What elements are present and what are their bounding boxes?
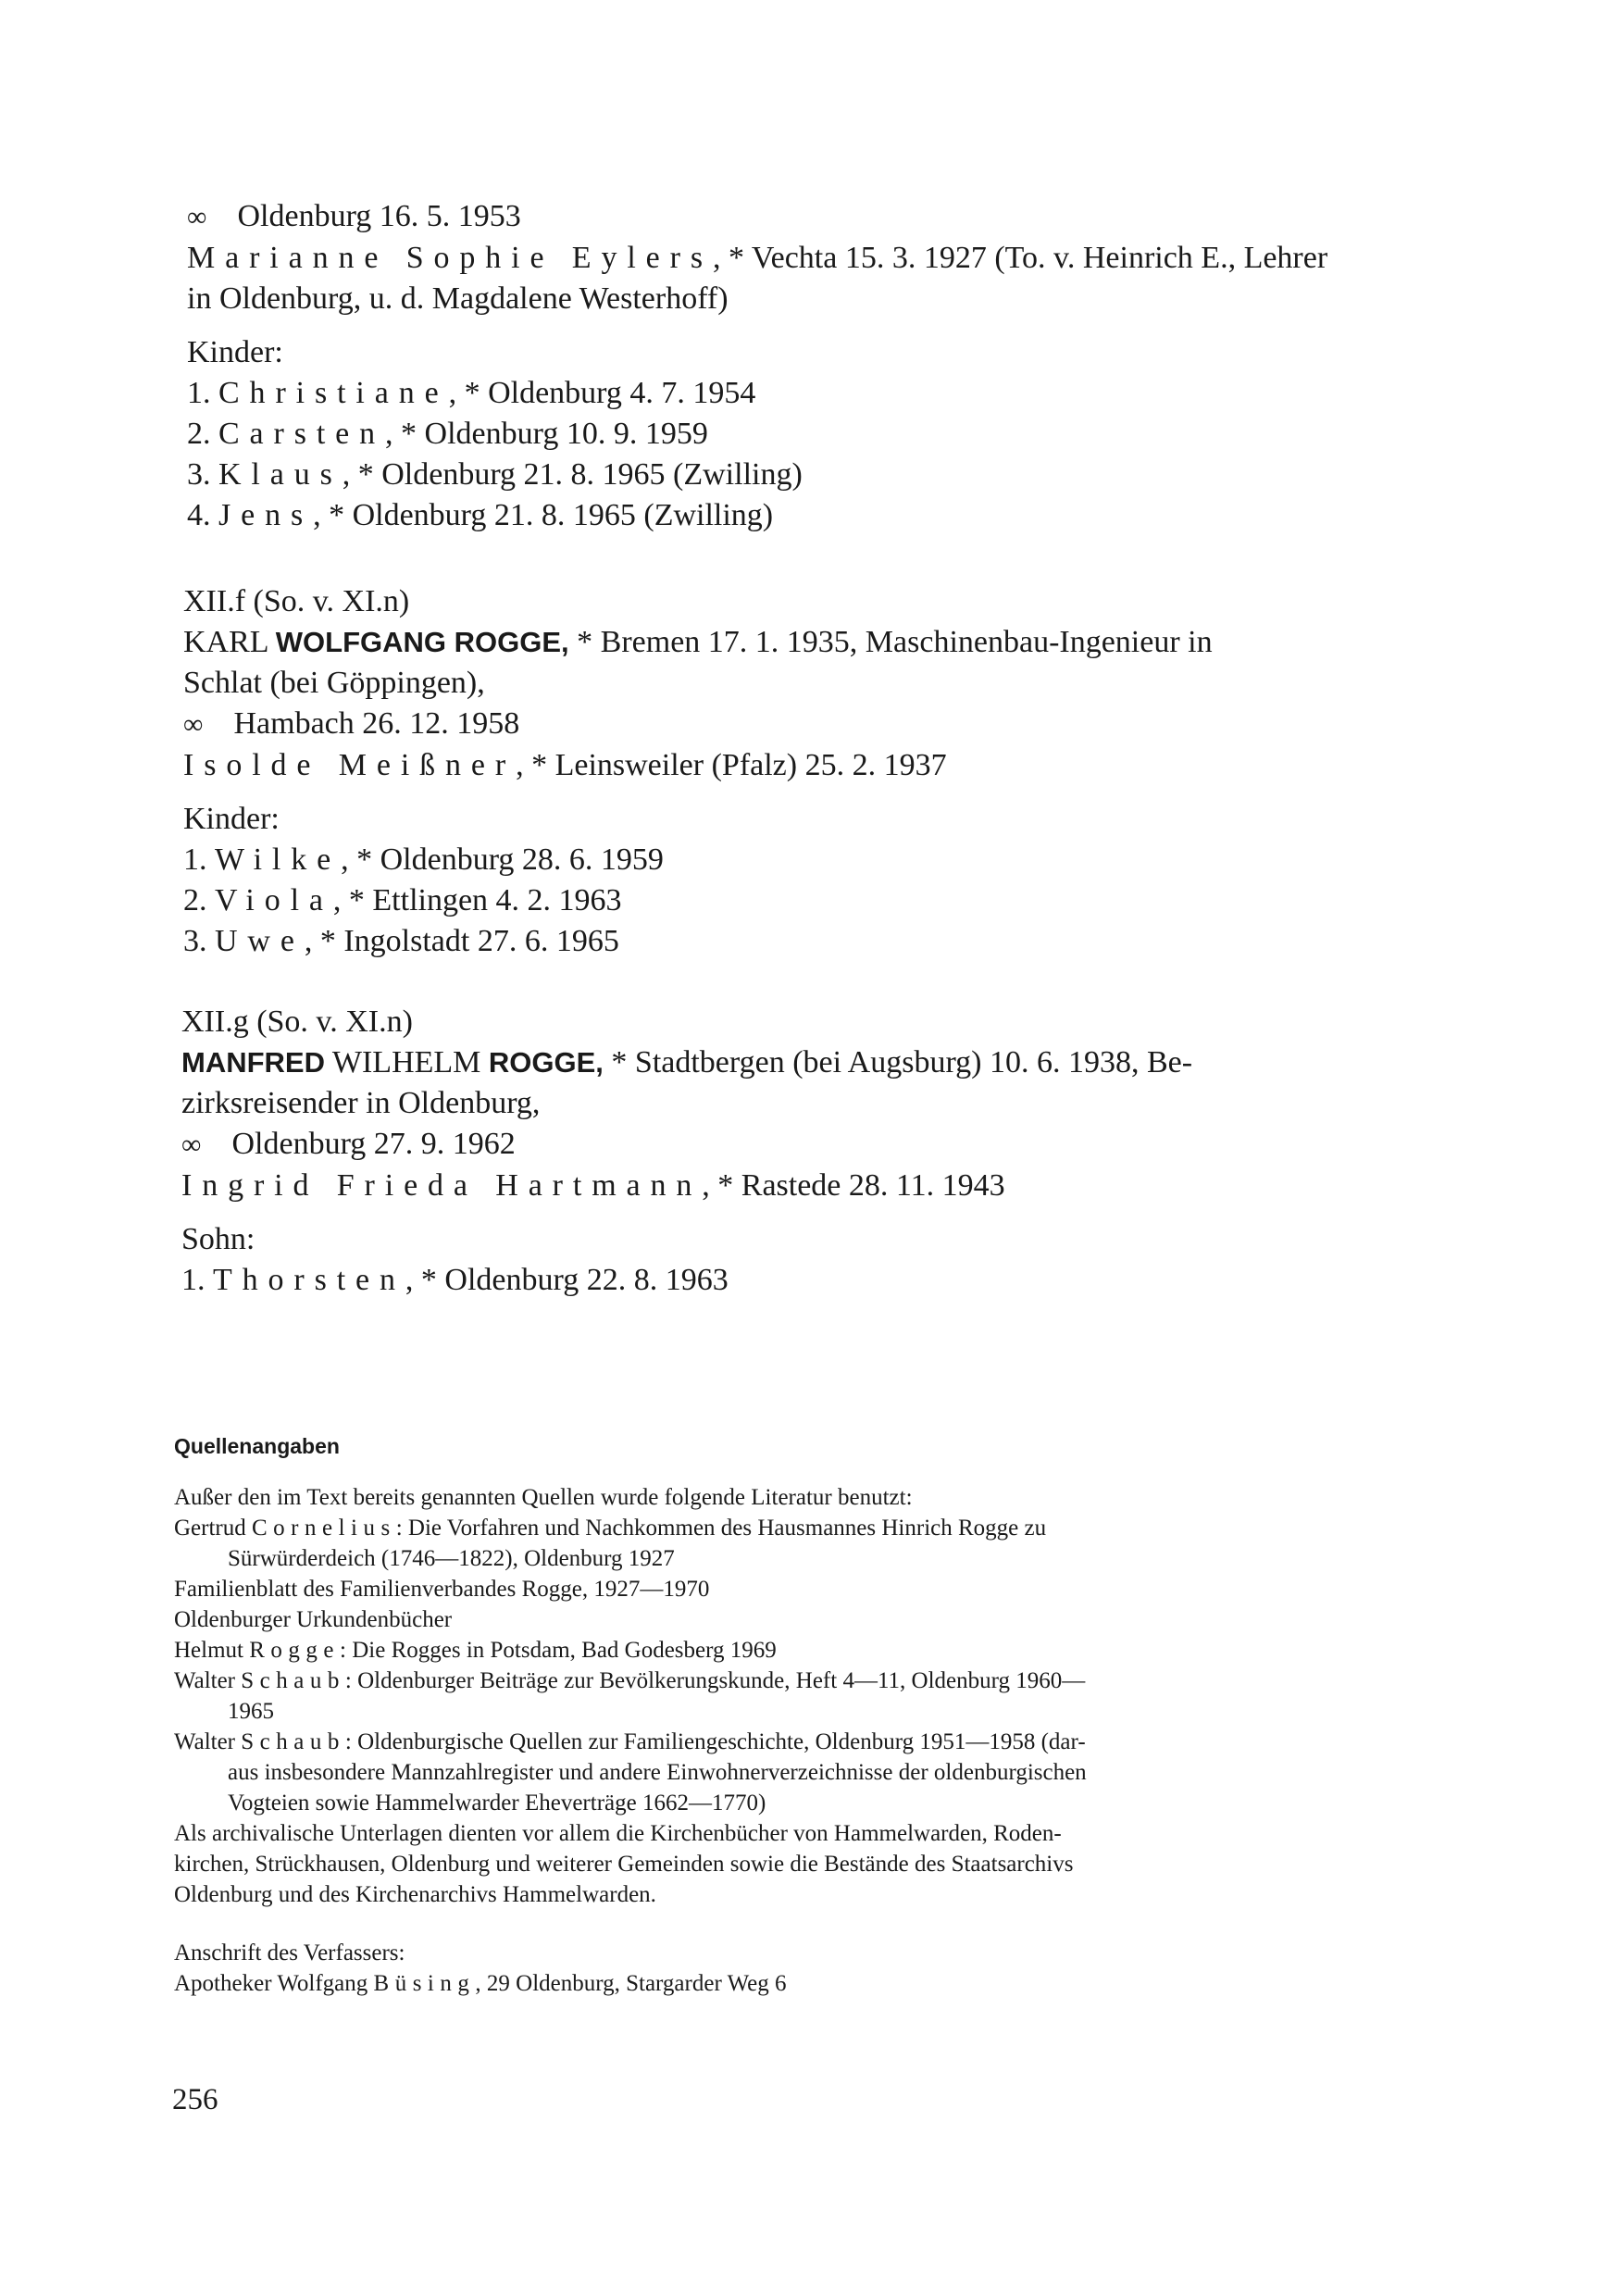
sources-heading: Quellenangaben <box>174 1434 340 1458</box>
spouse-line: Isolde Meißner, * Leinsweiler (Pfalz) 25. 2. 1937 <box>183 748 947 782</box>
child-item: 1. Thorsten, * Oldenburg 22. 8. 1963 <box>181 1263 729 1297</box>
person-line: MANFRED WILHELM ROGGE, * Stadtbergen (bei Augsburg) 10. 6. 1938, Be- <box>181 1045 1193 1079</box>
sources-section <box>174 1431 1433 1999</box>
family-block-2 <box>183 581 1442 962</box>
spouse-name: Ingrid Frieda Hartmann <box>181 1168 703 1203</box>
children-label: Sohn: <box>181 1222 255 1256</box>
person-details-cont: zirksreisender in Oldenburg, <box>181 1086 541 1120</box>
child-item: 3. Klaus, * Oldenburg 21. 8. 1965 (Zwilling) <box>187 457 803 492</box>
spouse-line: Ingrid Frieda Hartmann, * Rastede 28. 11. 1943 <box>181 1168 1005 1203</box>
family-block-1 <box>187 196 1446 536</box>
children-label: Kinder: <box>183 802 280 836</box>
sources-intro: Außer den im Text bereits genannten Quellen wurde folgende Literatur benutzt: <box>174 1485 913 1510</box>
marriage-line: ∞ Hambach 26. 12. 1958 <box>183 704 1442 745</box>
source-entry: Walter Schaub: Oldenburger Beiträge zur Bevölkerungskunde, Heft 4—11, Oldenburg 1960— 1965 <box>174 1668 1086 1724</box>
marriage-symbol-icon: ∞ <box>187 202 200 232</box>
source-entry: Familienblatt des Familienverbandes Rogge, 1927—1970 <box>174 1577 710 1602</box>
child-item: 1. Christiane, * Oldenburg 4. 7. 1954 <box>187 376 756 410</box>
child-item: 2. Carsten, * Oldenburg 10. 9. 1959 <box>187 417 708 451</box>
source-entry: Helmut Rogge: Die Rogges in Potsdam, Bad Godesberg 1969 <box>174 1638 777 1663</box>
marriage-text: Oldenburg 16. 5. 1953 <box>237 199 521 233</box>
archive-paragraph: Als archivalische Unterlagen dienten vor allem die Kirchenbücher von Hammelwarden, Roden- kirchen, Strückhausen, Oldenburg und weiterer Gemeinden sowie die Bestände des Staatsarchivs Oldenburg und des Kirchenarchivs Hammelwarden. <box>174 1821 1074 1907</box>
spouse-details-cont: in Oldenburg, u. d. Magdalene Westerhoff) <box>187 281 729 316</box>
spouse-name: Isolde Meißner <box>183 748 517 782</box>
address-label: Anschrift des Verfassers: <box>174 1940 405 1965</box>
child-item: 3. Uwe, * Ingolstadt 27. 6. 1965 <box>183 924 619 958</box>
author-address: Apotheker Wolfgang Büsing, 29 Oldenburg, Stargarder Weg 6 <box>174 1971 787 1996</box>
spouse-name: Marianne Sophie Eylers <box>187 241 713 275</box>
child-item: 2. Viola, * Ettlingen 4. 2. 1963 <box>183 883 622 917</box>
person-details-cont: Schlat (bei Göppingen), <box>183 666 485 700</box>
person-line: KARL WOLFGANG ROGGE, * Bremen 17. 1. 1935, Maschinenbau-Ingenieur in <box>183 625 1213 659</box>
page-number: 256 <box>172 2083 218 2116</box>
family-block-3 <box>181 1002 1440 1301</box>
source-entry: Gertrud Cornelius: Die Vorfahren und Nachkommen des Hausmannes Hinrich Rogge zu Sürwürderdeich (1746—1822), Oldenburg 1927 <box>174 1516 1047 1571</box>
marriage-line: ∞ Oldenburg 27. 9. 1962 <box>181 1124 1440 1166</box>
children-label: Kinder: <box>187 335 283 369</box>
child-item: 1. Wilke, * Oldenburg 28. 6. 1959 <box>183 842 664 877</box>
spouse-details: , * Vechta 15. 3. 1927 (To. v. Heinrich E., Lehrer <box>712 241 1328 275</box>
generation-heading: XII.f (So. v. XI.n) <box>183 584 410 618</box>
spouse-line <box>187 238 1446 279</box>
child-item: 4. Jens, * Oldenburg 21. 8. 1965 (Zwilling) <box>187 498 774 532</box>
marriage-line <box>187 196 1446 238</box>
marriage-symbol-icon: ∞ <box>181 1129 194 1160</box>
person-name: WOLFGANG ROGGE, <box>275 626 569 658</box>
source-entry: Walter Schaub: Oldenburgische Quellen zur Familiengeschichte, Oldenburg 1951—1958 (dar- aus insbesondere Mannzahlregister und andere Einwohnerverzeichnisse der oldenburgischen Vogteien sowie Hammelwarder Eheverträge 1662—1770) <box>174 1729 1087 1816</box>
marriage-symbol-icon: ∞ <box>183 709 196 740</box>
person-name: ROGGE, <box>488 1046 604 1079</box>
generation-heading: XII.g (So. v. XI.n) <box>181 1004 413 1039</box>
source-entry: Oldenburger Urkundenbücher <box>174 1607 453 1632</box>
